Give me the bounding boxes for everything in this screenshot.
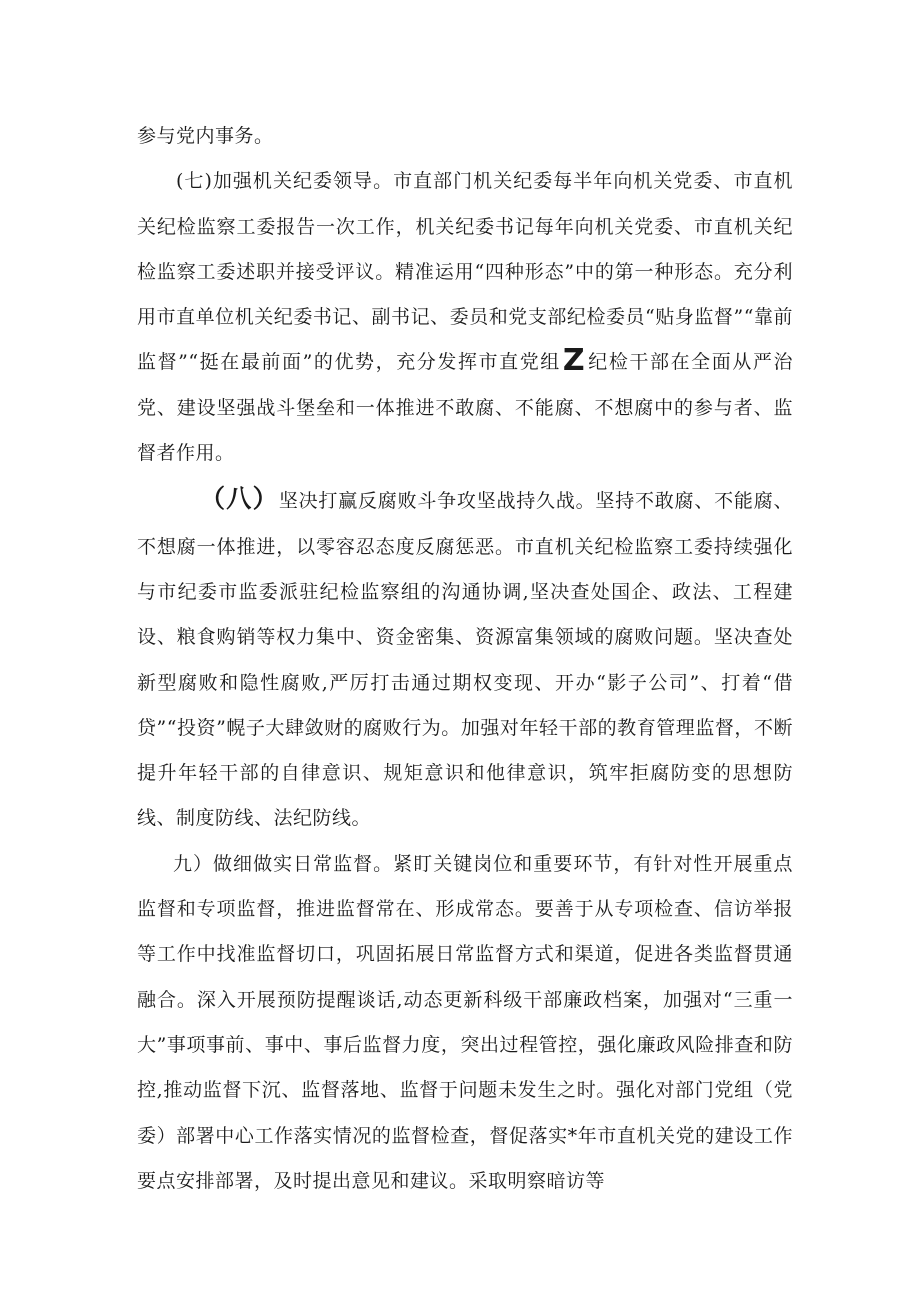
paragraph-text: 参与党内事务。 [137,125,274,147]
letter-z-mark: Z [562,343,586,379]
paragraph-text: 九）做细做实日常监督。紧盯关键岗位和重要环节，有针对性开展重点监督和专项监督，推进监督常在、形成常态。要善于从专项检查、信访举报等工作中找准监督切口，巩固拓展日常监督方式和渠道，促进各类监督贯通融合。深入开展预防提醒谈话,动态更新科级干部廉政档案，加强对“三重一大”事项事前、事中、事后监督力度，突出过程管控，强化廉政风险排查和防控,推动监督下沉、监督落地、监督于问题未发生之时。强化对部门党组（党委）部署中心工作落实情况的监督检查，督促落实*年市直机关党的建设工作要点安排部署，及时提出意见和建议。采取明察暗访等 [137,852,793,1192]
document-page [137,114,793,1204]
paragraph-section-9 [137,842,793,1204]
section-8-heading: （八） [200,484,279,514]
paragraph-text: 纪检干部在全面从严治党、建设坚强战斗堡垒和一体推进不敢腐、不能腐、不想腐中的参与者、监督者作用。 [137,351,793,465]
paragraph-section-7 [137,159,793,476]
paragraph-section-8 [137,476,793,841]
paragraph-text: 坚决打赢反腐败斗争攻坚战持久战。坚持不敢腐、不能腐、不想腐一体推进，以零容忍态度反腐惩恶。市直机关纪检监察工委持续强化与市纪委市监委派驻纪检监察组的沟通协调,坚决查处国企、政法、工程建设、粮食购销等权力集中、资金密集、资源富集领域的腐败问题。坚决查处新型腐败和隐性腐败,严厉打击通过期权变现、开办“影子公司”、打着“借贷”“投资”幌子大肆敛财的腐败行为。加强对年轻干部的教育管理监督，不断提升年轻干部的自律意识、规矩意识和他律意识，筑牢拒腐防变的思想防线、制度防线、法纪防线。 [137,490,793,830]
paragraph-text: (七)加强机关纪委领导。市直部门机关纪委每半年向机关党委、市直机关纪检监察工委报告一次工作，机关纪委书记每年向机关党委、市直机关纪检监察工委述职并接受评议。精准运用“四种形态”中的第一种形态。充分利用市直单位机关纪委书记、副书记、委员和党支部纪检委员“贴身监督”“靠前监督”“挺在最前面”的优势，充分发挥市直党组 [137,170,793,374]
paragraph-continuation [137,114,793,159]
